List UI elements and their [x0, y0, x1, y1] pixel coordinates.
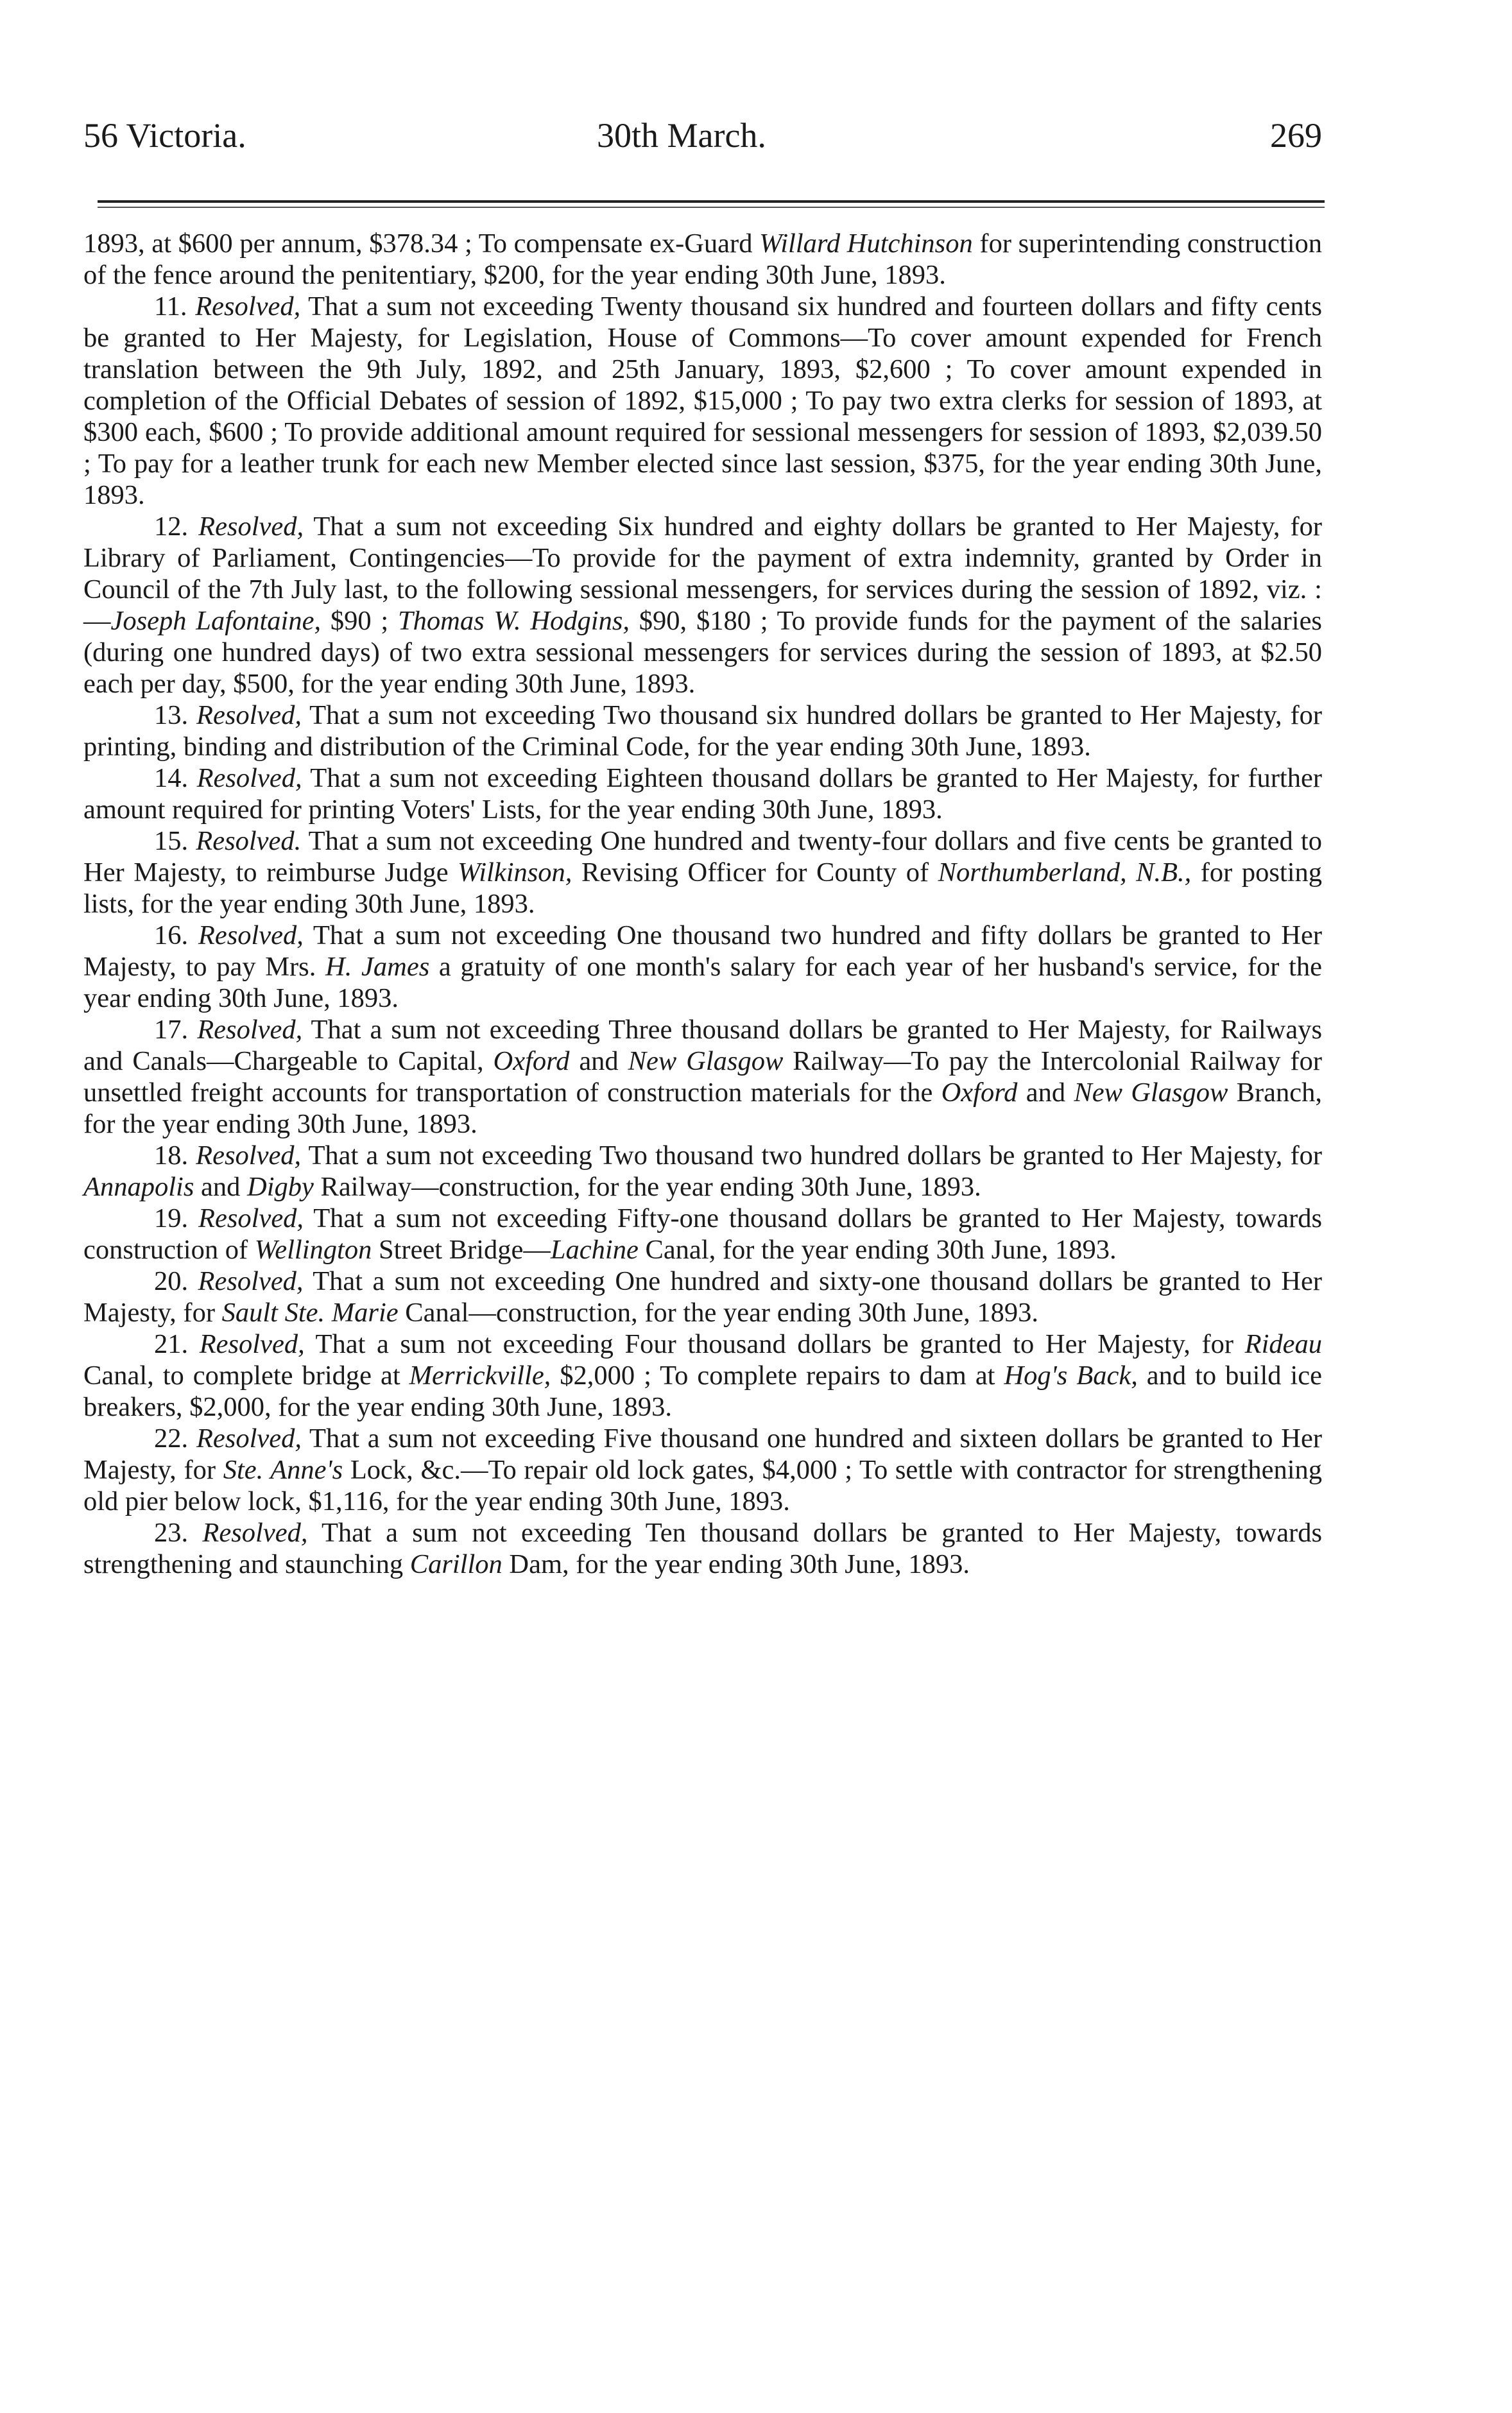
italic-text: Carillon [409, 1549, 503, 1579]
resolution-22 [83, 1423, 1322, 1517]
italic-text: Hog's Back, [1004, 1361, 1138, 1391]
resolution-21 [83, 1328, 1322, 1423]
running-header [83, 90, 1322, 160]
text-run: That a sum not exceeding Ten thousand dollars be granted to Her Majesty, towards strengthening and staunching [83, 1518, 1323, 1579]
text-run: 16. [154, 920, 198, 950]
text-run: $2,000 ; To complete repairs to dam at [551, 1361, 1004, 1391]
italic-text: Resolved, [197, 1015, 303, 1045]
text-run: Street Bridge— [372, 1235, 551, 1265]
text-run: and [569, 1046, 628, 1076]
italic-text: Resolved, [198, 920, 304, 950]
italic-text: Rideau [1244, 1329, 1322, 1359]
resolution-14 [83, 762, 1322, 825]
text-run: That a sum not exceeding Two thousand two hundred dollars be granted to Her Majesty, for [301, 1140, 1322, 1171]
italic-text: Willard Hutchinson [759, 228, 973, 259]
italic-text: Merrickville, [409, 1361, 551, 1391]
text-run: 15. [154, 826, 196, 856]
italic-text: Wellington [254, 1235, 372, 1265]
text-run: 19. [154, 1203, 199, 1233]
text-run: Canal—construction, for the year ending 30th June, 1893. [398, 1298, 1038, 1328]
italic-text: Wilkinson, [458, 857, 572, 888]
resolution-13 [83, 700, 1322, 762]
italic-text: H. James [325, 952, 430, 982]
text-run: Railway—To pay the Intercolonial Railway for unsettled freight accounts for transportation of construction materials for the [83, 1046, 1322, 1108]
italic-text: Lachine [550, 1235, 639, 1265]
italic-text: Oxford [941, 1078, 1018, 1108]
italic-text: Resolved, [195, 291, 301, 322]
text-run: 1893, at $600 per annum, $378.34 ; To compensate ex-Guard [83, 228, 760, 259]
text-run: a gratuity of one month's salary for each year of her husband's service, for the year ending 30th June, 1893. [83, 952, 1322, 1013]
text-run: and to build ice breakers, $2,000, for the year ending 30th June, 1893. [83, 1361, 1323, 1422]
text-run: and [194, 1172, 247, 1202]
resolution-20 [83, 1266, 1322, 1328]
text-run: 23. [154, 1518, 203, 1548]
text-run: 17. [154, 1015, 198, 1045]
text-run: Lock, &c.—To repair old lock gates, $4,000 ; To settle with contractor for strengthening old pier below lock, $1,116, for the year ending 30th June, 1893. [83, 1455, 1323, 1516]
italic-text: New Glasgow [1074, 1078, 1228, 1108]
resolution-17 [83, 1014, 1322, 1140]
resolution-19 [83, 1203, 1322, 1266]
italic-text: Joseph Lafontaine, [110, 606, 322, 636]
italic-text: Northumberland, N.B., [938, 857, 1192, 888]
text-run: That a sum not exceeding One hundred and twenty-four dollars and five cents be granted to Her Majesty, to reimburse Judge [83, 826, 1322, 888]
text-run: Canal, for the year ending 30th June, 1893. [638, 1235, 1117, 1265]
sitting-date: 30th March. [597, 116, 766, 155]
text-run: Revising Officer for County of [572, 857, 938, 888]
italic-text: Ste. Anne's [223, 1455, 343, 1485]
resolution-15 [83, 825, 1322, 920]
italic-text: Thomas W. Hodgins, [398, 606, 630, 636]
text-run: and [1017, 1078, 1074, 1108]
resolution-12 [83, 511, 1322, 700]
header-rule [98, 200, 1325, 203]
text-run: Canal, to complete bridge at [83, 1361, 409, 1391]
italic-text: Resolved. [196, 826, 302, 856]
italic-text: Resolved, [199, 1329, 305, 1359]
text-run: Dam, for the year ending 30th June, 1893. [502, 1549, 970, 1579]
text-run: That a sum not exceeding Five thousand one hundred and sixteen dollars be granted to Her Majesty, for [83, 1423, 1322, 1485]
italic-text: Resolved, [196, 763, 302, 793]
page-header-area [83, 90, 1322, 160]
text-run: That a sum not exceeding Eighteen thousand dollars be granted to Her Majesty, for further amount required for printing Voters' Lists, for the year ending 30th June, 1893. [83, 763, 1322, 825]
italic-text: Sault Ste. Marie [221, 1298, 399, 1328]
text-run: That a sum not exceeding One thousand two hundred and fifty dollars be granted to Her Majesty, to pay Mrs. [83, 920, 1323, 982]
italic-text: Resolved, [202, 1518, 308, 1548]
header-rule-thin [98, 207, 1325, 208]
text-run: 22. [154, 1423, 196, 1454]
text-run: That a sum not exceeding Three thousand dollars be granted to Her Majesty, for Railways and Canals—Chargeable to Capital, [83, 1015, 1322, 1076]
continued-paragraph [83, 228, 1322, 291]
text-run: That a sum not exceeding Four thousand dollars be granted to Her Majesty, for [304, 1329, 1245, 1359]
italic-text: Oxford [493, 1046, 570, 1076]
text-run: 11. [154, 291, 196, 322]
resolutions-text [83, 228, 1322, 1580]
resolution-23 [83, 1517, 1322, 1580]
text-run: Railway—construction, for the year ending 30th June, 1893. [313, 1172, 981, 1202]
text-run: $90, $180 ; To provide funds for the payment of the salaries (during one hundred days) of two extra sessional messengers for services during the session of 1893, at $2.50 each per day, $500, for the year ending 30th June, 1893. [83, 606, 1322, 699]
text-run: for superintending construction of the fence around the penitentiary, $200, for the year ending 30th June, 1893. [83, 228, 1323, 290]
italic-text: Resolved, [196, 1423, 302, 1454]
text-run: That a sum not exceeding Fifty-one thousand dollars be granted to Her Majesty, towards construction of [83, 1203, 1323, 1265]
text-run: That a sum not exceeding Twenty thousand six hundred and fourteen dollars and fifty cents be granted to Her Majesty, for Legislation, House of Commons—To cover amount expended for French translation between the 9th July, 1892, and 25th January, 1893, $2,600 ; To cover amount expended in completion of the Official Debates of session of 1892, $15,000 ; To pay two extra clerks for session of 1893, at $300 each, $600 ; To provide additional amount required for sessional messengers for session of 1893, $2,039.50 ; To pay for a leather trunk for each new Member elected since last session, $375, for the year ending 30th June, 1893. [83, 291, 1322, 510]
text-run: 14. [154, 763, 197, 793]
italic-text: Resolved, [196, 700, 302, 730]
text-run: 12. [154, 511, 199, 542]
text-run: That a sum not exceeding One hundred and sixty-one thousand dollars be granted to Her Majesty, for [83, 1266, 1323, 1328]
italic-text: Resolved, [196, 1140, 302, 1171]
text-run: 18. [154, 1140, 196, 1171]
regnal-year: 56 Victoria. [83, 116, 246, 155]
resolution-11 [83, 291, 1322, 511]
text-run: Branch, for the year ending 30th June, 1893. [83, 1078, 1322, 1139]
text-run: 20. [154, 1266, 198, 1296]
text-run: That a sum not exceeding Six hundred and eighty dollars be granted to Her Majesty, for Library of Parliament, Contingencies—To provide for the payment of extra indemnity, granted by Order in Council of the 7th July last, to the following sessional messengers, for services during the session of 1892, viz. :— [83, 511, 1323, 636]
italic-text: Annapolis [83, 1172, 194, 1202]
italic-text: Digby [247, 1172, 314, 1202]
text-run: 13. [154, 700, 196, 730]
page-number: 269 [1270, 116, 1322, 155]
italic-text: Resolved, [198, 1266, 304, 1296]
text-run: 21. [154, 1329, 200, 1359]
italic-text: Resolved, [198, 1203, 304, 1233]
text-run: for posting lists, for the year ending 30th June, 1893. [83, 857, 1322, 919]
italic-text: Resolved, [198, 511, 304, 542]
text-run: That a sum not exceeding Two thousand six hundred dollars be granted to Her Majesty, for printing, binding and distribution of the Criminal Code, for the year ending 30th June, 1893. [83, 700, 1323, 762]
italic-text: New Glasgow [628, 1046, 784, 1076]
resolution-18 [83, 1140, 1322, 1203]
resolution-16 [83, 920, 1322, 1014]
text-run: $90 ; [321, 606, 399, 636]
